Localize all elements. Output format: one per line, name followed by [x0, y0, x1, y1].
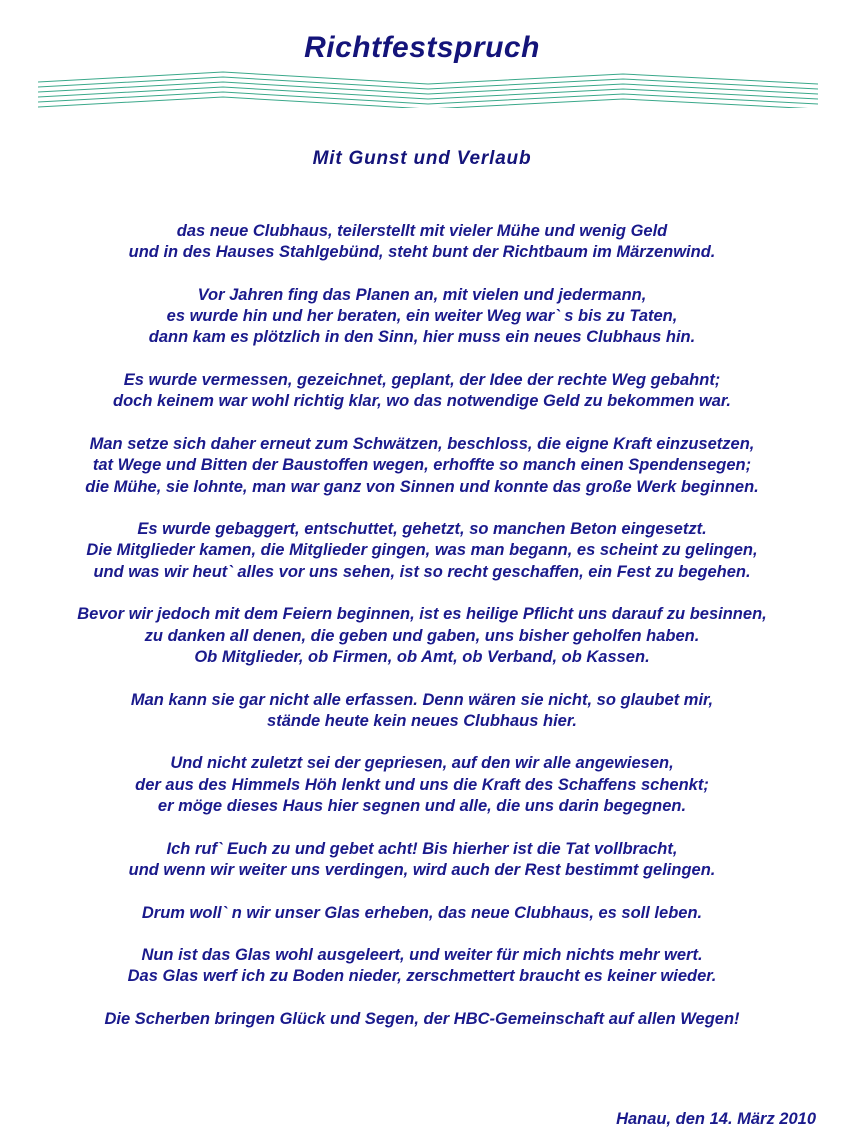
poem-line: Es wurde gebaggert, entschuttet, gehetzt, so manchen Beton eingesetzt.	[137, 520, 707, 539]
poem-line: die Mühe, sie lohnte, man war ganz von Sinnen und konnte das große Werk beginnen.	[85, 477, 759, 496]
stanza	[0, 945, 844, 988]
poem-line: Ich ruf` Euch zu und gebet acht! Bis hierher ist die Tat vollbracht,	[166, 839, 678, 858]
stanza	[0, 434, 844, 498]
poem-line: und in des Hauses Stahlgebünd, steht bunt der Richtbaum im Märzenwind.	[128, 243, 716, 262]
stanza	[0, 1009, 844, 1030]
stanza	[0, 221, 844, 264]
poem-line: Die Scherben bringen Glück und Segen, der HBC-Gemeinschaft auf allen Wegen!	[104, 1009, 740, 1028]
stanza	[0, 519, 844, 583]
page-title: Richtfestspruch	[304, 31, 540, 64]
poem-line: Die Mitglieder kamen, die Mitglieder gingen, was man begann, es scheint zu gelingen,	[86, 541, 758, 560]
poem-line: zu danken all denen, die geben und gaben, uns bisher geholfen haben.	[144, 626, 700, 645]
stanza	[0, 370, 844, 413]
poem-line: Es wurde vermessen, gezeichnet, geplant, der Idee der rechte Weg gebahnt;	[123, 371, 721, 390]
poem-line: er möge dieses Haus hier segnen und alle, die uns darin begegnen.	[157, 797, 687, 816]
poem-line: es wurde hin und her beraten, ein weiter Weg war` s bis zu Taten,	[166, 307, 678, 326]
poem-line: Und nicht zuletzt sei der gepriesen, auf den wir alle angewiesen,	[170, 754, 674, 773]
poem-line: Ob Mitglieder, ob Firmen, ob Amt, ob Verband, ob Kassen.	[194, 647, 650, 666]
stanza	[0, 839, 844, 882]
place-date-line: Hanau, den 14. März 2010	[616, 1110, 816, 1128]
poem-line: und wenn wir weiter uns verdingen, wird auch der Rest bestimmt gelingen.	[128, 860, 716, 879]
poem-line: Vor Jahren fing das Planen an, mit vielen und jedermann,	[197, 285, 647, 304]
poem-line: dann kam es plötzlich in den Sinn, hier muss ein neues Clubhaus hin.	[148, 328, 696, 347]
poem-line: Nun ist das Glas wohl ausgeleert, und weiter für mich nichts mehr wert.	[141, 946, 703, 965]
poem-line: Man setze sich daher erneut zum Schwätzen, beschloss, die eigne Kraft einzusetzen,	[89, 434, 755, 453]
poem-line: Bevor wir jedoch mit dem Feiern beginnen, ist es heilige Pflicht uns darauf zu besinnen,	[77, 605, 767, 624]
page-subtitle: Mit Gunst und Verlaub	[312, 148, 532, 169]
wave-lines-icon	[38, 64, 818, 108]
stanza	[0, 903, 844, 924]
poem-line: Man kann sie gar nicht alle erfassen. Denn wären sie nicht, so glaubet mir,	[130, 690, 714, 709]
poem-line: tat Wege und Bitten der Baustoffen wegen, erhoffte so manch einen Spendensegen;	[92, 456, 752, 475]
poem-line: Das Glas werf ich zu Boden nieder, zerschmettert braucht es keiner wieder.	[127, 967, 717, 986]
poem-line: doch keinem war wohl richtig klar, wo das notwendige Geld zu bekommen war.	[113, 392, 731, 411]
poem-line: und was wir heut` alles vor uns sehen, ist so recht geschaffen, ein Fest zu begehen.	[93, 562, 751, 581]
stanza	[0, 285, 844, 349]
stanza	[0, 753, 844, 817]
poem-line: das neue Clubhaus, teilerstellt mit vieler Mühe und wenig Geld	[176, 222, 668, 240]
poem-line: der aus des Himmels Höh lenkt und uns die Kraft des Schaffens schenkt;	[135, 775, 709, 794]
wave-line	[38, 77, 818, 89]
stanza	[0, 604, 844, 668]
wave-line	[38, 72, 818, 84]
poem-line: stände heute kein neues Clubhaus hier.	[267, 711, 577, 730]
poem-line: Drum woll` n wir unser Glas erheben, das neue Clubhaus, es soll leben.	[141, 903, 703, 922]
stanza	[0, 690, 844, 733]
poem-body	[0, 221, 844, 1052]
